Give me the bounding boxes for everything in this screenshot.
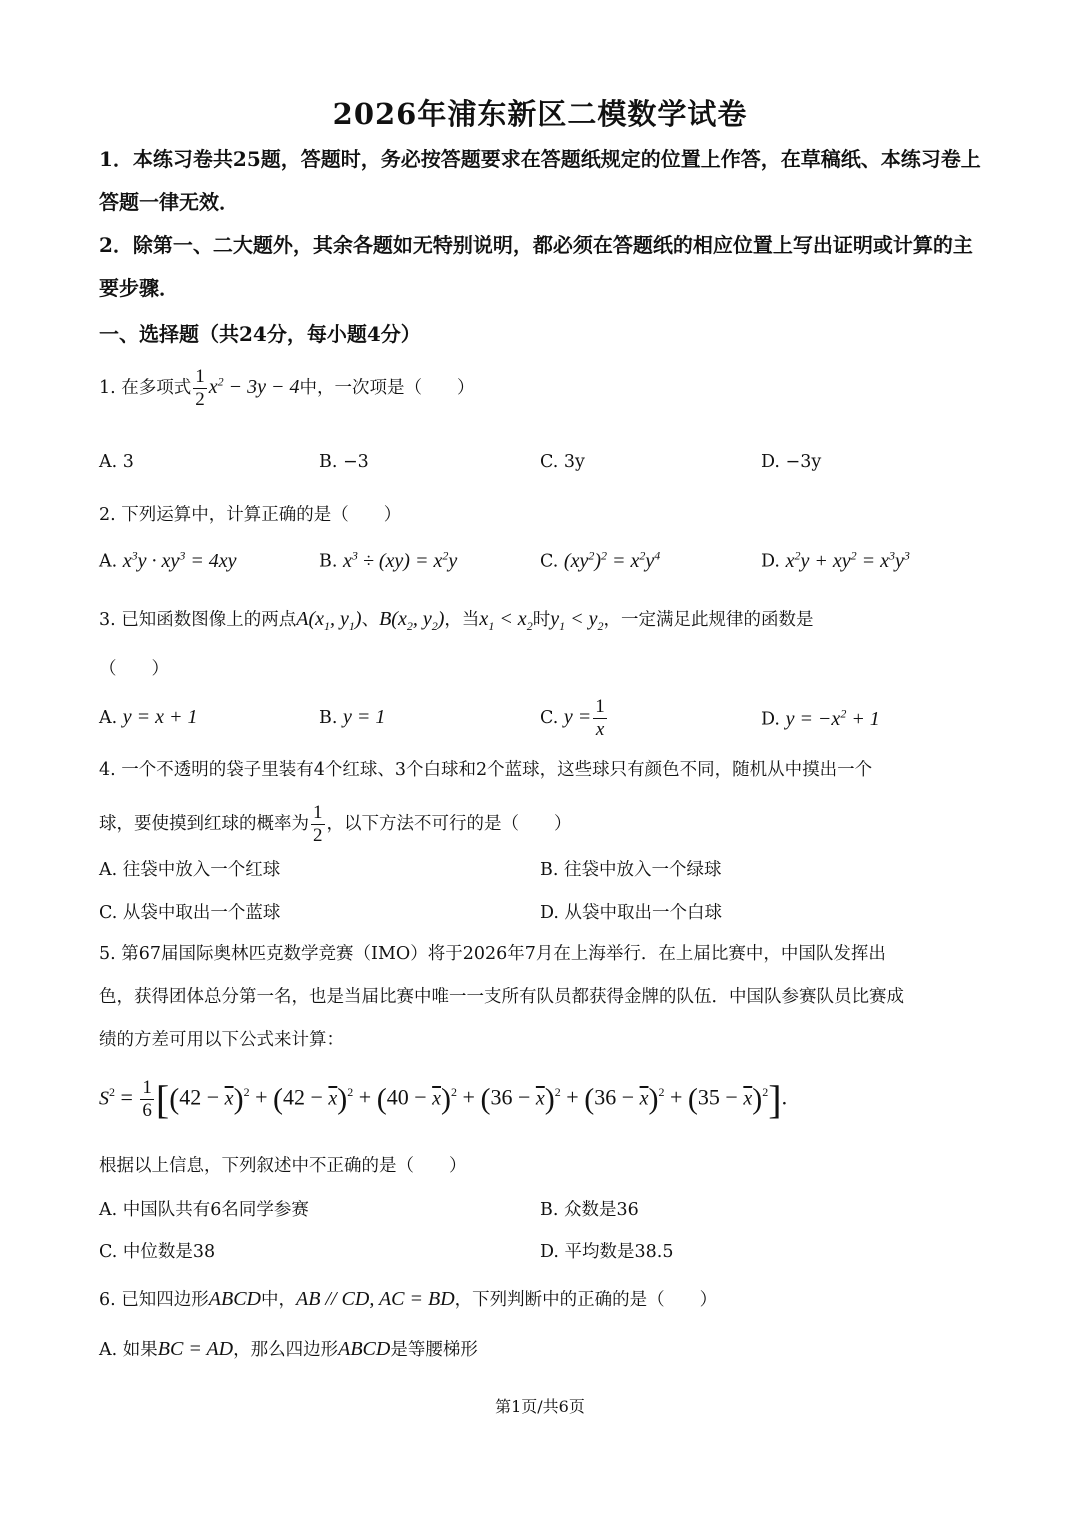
q3-option-c[interactable]: C. y = $\frac{1}{x}$ bbox=[540, 696, 605, 740]
question-5-prompt: 根据以上信息，下列叙述中不正确的是（ ） bbox=[99, 1156, 467, 1176]
question-3: 3. 已知函数图像上的两点$A(x_1$, $y_1$)、$B(x_2$, $y_2$)，当$x_1 < x_2$时$y_1 < y_2$，一定满足此规律的函数是 bbox=[99, 608, 814, 633]
q2-option-c[interactable]: C. $(xy^2)^2 = x^2y^4$ bbox=[540, 548, 661, 572]
question-4-line-2: 球，要使摸到红球的概率为 $\frac{1}{2}$ ，以下方法不可行的是（ ） bbox=[99, 802, 572, 846]
page-number: 第1页/共6页 bbox=[495, 1397, 585, 1416]
q1-option-c[interactable]: C. 3y bbox=[540, 452, 585, 472]
q3-option-d[interactable]: D. $y = -x^2 + 1$ bbox=[761, 706, 880, 730]
q4-option-b[interactable]: B. 往袋中放入一个绿球 bbox=[540, 860, 722, 880]
question-5-line-2: 色，获得团体总分第一名，也是当届比赛中唯一一支所有队员都获得金牌的队伍．中国队参赛队员比赛成 bbox=[99, 987, 904, 1007]
fraction-one-half: $\frac{1}{2}$ bbox=[195, 366, 205, 410]
q6-option-a[interactable]: A. 如果BC = AD，那么四边形ABCD是等腰梯形 bbox=[99, 1338, 478, 1360]
question-4-line-1: 4. 一个不透明的袋子里装有4个红球、3个白球和2个蓝球，这些球只有颜色不同，随机从中摸出一个 bbox=[99, 760, 873, 780]
q3-option-a[interactable]: A. y = x + 1 bbox=[99, 706, 198, 728]
section-heading-choice: 一、选择题（共24分，每小题4分） bbox=[99, 322, 421, 346]
q4-option-a[interactable]: A. 往袋中放入一个红球 bbox=[99, 860, 281, 880]
question-1 bbox=[99, 366, 979, 411]
question-1-prefix: 1. 在多项式 bbox=[99, 378, 192, 398]
q2-option-a[interactable]: A. $x^3y \cdot xy^3 = 4xy$ bbox=[99, 548, 237, 572]
fraction-one-half: $\frac{1}{2}$ bbox=[313, 802, 323, 846]
instruction-2: 2．除第一、二大题外，其余各题如无特别说明，都必须在答题纸的相应位置上写出证明或计算的主要步骤． bbox=[99, 233, 973, 300]
q5-option-a[interactable]: A. 中国队共有6名同学参赛 bbox=[99, 1200, 309, 1220]
q3-option-b[interactable]: B. y = 1 bbox=[319, 706, 386, 728]
exam-title: 2026年浦东新区二模数学试卷 bbox=[332, 97, 748, 131]
q1-option-b[interactable]: B. −3 bbox=[319, 452, 369, 472]
instruction-1: 1．本练习卷共25题，答题时，务必按答题要求在答题纸规定的位置上作答，在草稿纸、本练习卷上答题一律无效． bbox=[99, 147, 981, 214]
question-6: 6. 已知四边形ABCD中，AB // CD, AC = BD，下列判断中的正确的是（ ） bbox=[99, 1288, 718, 1310]
question-5-line-1: 5. 第67届国际奥林匹克数学竞赛（IMO）将于2026年7月在上海举行．在上届比赛中，中国队发挥出 bbox=[99, 944, 886, 964]
q2-option-d[interactable]: D. $x^2y + xy^2 = x^3y^3$ bbox=[761, 548, 910, 572]
variance-formula: $S^2$ = $\frac{1}{6}$ $[(42 - \overline{x})^2 + (42 - \overline{x})^2 + (40 - \overline{x})^2 + (36 - \overline{x})^2 + (36 - \overline{x})^2 + (35 - \overline{x})^2]$. bbox=[99, 1077, 788, 1122]
polynomial-expression: $x^2 - 3y - 4$ bbox=[208, 374, 300, 398]
q1-option-d[interactable]: D. −3y bbox=[761, 452, 822, 472]
q5-option-c[interactable]: C. 中位数是38 bbox=[99, 1242, 216, 1262]
question-3-paren: （ ） bbox=[99, 659, 169, 679]
question-5-line-3: 绩的方差可用以下公式来计算： bbox=[99, 1030, 344, 1050]
question-2: 2. 下列运算中，计算正确的是（ ） bbox=[99, 505, 402, 525]
q2-option-b[interactable]: B. $x^3 \div (xy) = x^2y$ bbox=[319, 548, 458, 572]
q4-option-d[interactable]: D. 从袋中取出一个白球 bbox=[540, 903, 723, 923]
q5-option-d[interactable]: D. 平均数是38.5 bbox=[540, 1242, 674, 1262]
q4-option-c[interactable]: C. 从袋中取出一个蓝球 bbox=[99, 903, 281, 923]
question-1-suffix: 中，一次项是（ ） bbox=[299, 378, 475, 398]
q1-option-a[interactable]: A. 3 bbox=[99, 452, 134, 472]
q5-option-b[interactable]: B. 众数是36 bbox=[540, 1200, 639, 1220]
